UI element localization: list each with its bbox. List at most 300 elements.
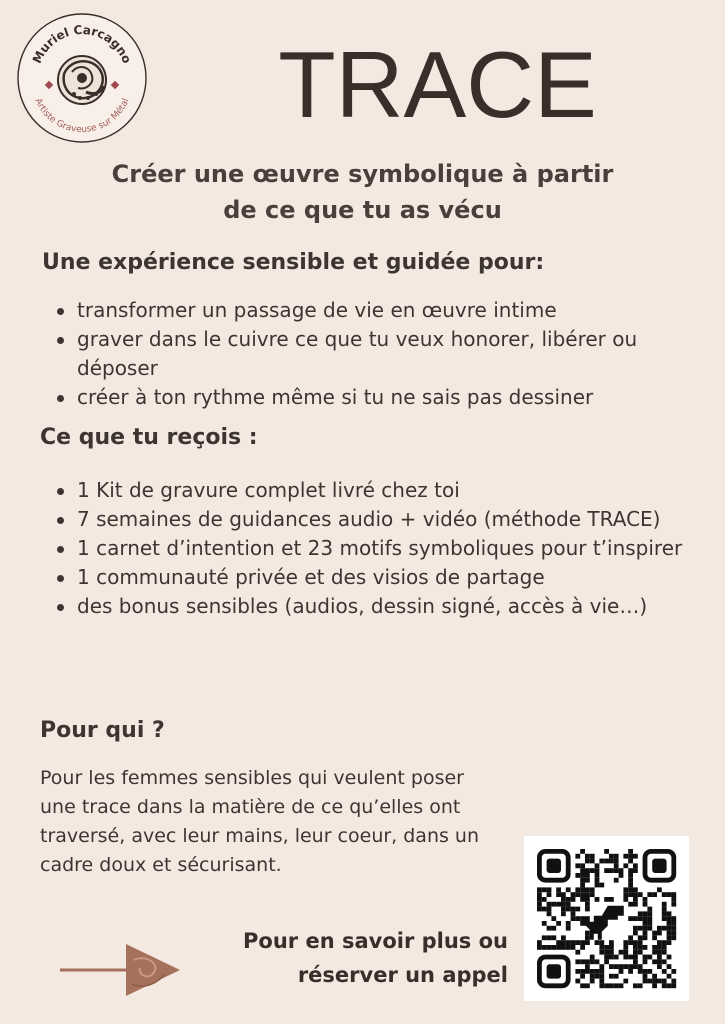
qr-module — [590, 887, 595, 892]
qr-module — [662, 959, 667, 964]
qr-module — [657, 964, 662, 969]
qr-module — [647, 969, 652, 974]
qr-module — [662, 950, 667, 955]
qr-module — [662, 926, 667, 931]
qr-module — [671, 983, 676, 988]
qr-module — [671, 916, 676, 921]
qr-module — [547, 945, 552, 950]
qr-module — [633, 950, 638, 955]
qr-module — [628, 955, 633, 960]
qr-module — [628, 940, 633, 945]
qr-module — [566, 902, 571, 907]
qr-module — [537, 902, 542, 907]
qr-module — [599, 859, 604, 864]
qr-module — [547, 892, 552, 897]
qr-module — [595, 974, 600, 979]
qr-module — [585, 859, 590, 864]
intro-heading: Une expérience sensible et guidée pour: — [42, 250, 545, 275]
qr-module — [628, 902, 633, 907]
qr-module — [614, 863, 619, 868]
qr-module — [575, 969, 580, 974]
qr-module — [652, 950, 657, 955]
qr-module — [604, 955, 609, 960]
qr-module — [667, 921, 672, 926]
subtitle-line-1: Créer une œuvre symbolique à partir — [111, 160, 614, 188]
qr-module — [566, 887, 571, 892]
qr-module — [633, 959, 638, 964]
qr-module — [657, 926, 662, 931]
qr-module — [561, 911, 566, 916]
qr-module — [551, 902, 556, 907]
qr-module — [547, 887, 552, 892]
qr-module — [657, 959, 662, 964]
qr-module — [571, 940, 576, 945]
qr-module — [556, 921, 561, 926]
qr-module — [633, 931, 638, 936]
qr-code-graphic — [524, 836, 689, 1001]
intro-list — [55, 296, 707, 412]
qr-module — [633, 897, 638, 902]
qr-module — [609, 964, 614, 969]
qr-module — [628, 964, 633, 969]
qr-module — [575, 950, 580, 955]
qr-module — [652, 983, 657, 988]
qr-module — [667, 955, 672, 960]
qr-module — [628, 878, 633, 883]
qr-module — [580, 974, 585, 979]
qr-module — [604, 945, 609, 950]
qr-module — [614, 964, 619, 969]
qr-module — [547, 902, 552, 907]
qr-module — [609, 955, 614, 960]
qr-module — [547, 911, 552, 916]
qr-module — [628, 849, 633, 854]
qr-module — [647, 979, 652, 984]
qr-module — [633, 863, 638, 868]
qr-module — [633, 916, 638, 921]
qr-module — [647, 916, 652, 921]
qr-module — [575, 916, 580, 921]
qr-module — [556, 940, 561, 945]
qr-module — [551, 916, 556, 921]
qr-module — [595, 878, 600, 883]
qr-module — [638, 935, 643, 940]
recoit-item: des bonus sensibles (audios, dessin signé, accès à vie…) — [55, 592, 707, 621]
qr-module — [537, 907, 542, 912]
qr-module — [595, 883, 600, 888]
pour-qui-heading: Pour qui ? — [40, 718, 165, 743]
qr-module — [647, 926, 652, 931]
qr-module — [609, 940, 614, 945]
qr-module — [619, 964, 624, 969]
qr-module — [604, 849, 609, 854]
qr-module — [638, 950, 643, 955]
qr-module — [575, 854, 580, 859]
qr-module — [671, 935, 676, 940]
qr-module — [638, 916, 643, 921]
qr-module — [590, 955, 595, 960]
recoit-heading: Ce que tu reçois : — [40, 425, 258, 450]
qr-module — [662, 979, 667, 984]
qr-module — [671, 979, 676, 984]
qr-module — [667, 926, 672, 931]
qr-module — [671, 897, 676, 902]
qr-module — [614, 868, 619, 873]
qr-module — [566, 921, 571, 926]
qr-module — [652, 945, 657, 950]
qr-module — [561, 902, 566, 907]
qr-module — [628, 935, 633, 940]
qr-module — [638, 940, 643, 945]
qr-module — [638, 983, 643, 988]
qr-module — [643, 979, 648, 984]
qr-module — [633, 983, 638, 988]
qr-module — [590, 979, 595, 984]
qr-module — [667, 892, 672, 897]
qr-module — [571, 892, 576, 897]
qr-module — [590, 859, 595, 864]
qr-module — [619, 868, 624, 873]
qr-module — [561, 907, 566, 912]
qr-module — [595, 863, 600, 868]
qr-module — [652, 974, 657, 979]
qr-module — [623, 897, 628, 902]
qr-module — [628, 854, 633, 859]
qr-module — [628, 873, 633, 878]
qr-module — [604, 959, 609, 964]
qr-module — [633, 887, 638, 892]
qr-module — [628, 892, 633, 897]
qr-module — [580, 892, 585, 897]
qr-module — [628, 916, 633, 921]
qr-module — [609, 854, 614, 859]
qr-module — [633, 964, 638, 969]
qr-module — [652, 892, 657, 897]
qr-module — [671, 892, 676, 897]
qr-module — [643, 902, 648, 907]
qr-module — [667, 940, 672, 945]
qr-module — [580, 897, 585, 902]
qr-module — [643, 931, 648, 936]
qr-module — [628, 868, 633, 873]
qr-module — [619, 950, 624, 955]
qr-module — [595, 897, 600, 902]
qr-module — [561, 892, 566, 897]
qr-module — [662, 892, 667, 897]
cta-line-1: Pour en savoir plus ou — [243, 929, 508, 953]
qr-module — [595, 959, 600, 964]
qr-module — [657, 979, 662, 984]
logo-name: Muriel Carcagno — [29, 22, 135, 66]
qr-module — [542, 935, 547, 940]
qr-module — [638, 945, 643, 950]
qr-module — [585, 854, 590, 859]
qr-module — [595, 940, 600, 945]
qr-module — [556, 902, 561, 907]
qr-module — [647, 892, 652, 897]
qr-module — [609, 974, 614, 979]
qr-module — [599, 950, 604, 955]
qr-finder — [645, 851, 674, 880]
qr-module — [566, 897, 571, 902]
qr-module — [547, 935, 552, 940]
qr-module — [667, 974, 672, 979]
recoit-item: 1 Kit de gravure complet livré chez toi — [55, 476, 707, 505]
qr-module — [575, 863, 580, 868]
qr-module — [575, 959, 580, 964]
qr-module — [671, 902, 676, 907]
logo-seal — [16, 12, 148, 144]
qr-finder — [539, 851, 568, 880]
qr-module — [542, 897, 547, 902]
qr-module — [662, 907, 667, 912]
qr-module — [551, 945, 556, 950]
qr-module — [585, 940, 590, 945]
qr-module — [575, 887, 580, 892]
qr-module — [643, 974, 648, 979]
qr-module — [585, 887, 590, 892]
qr-module — [575, 907, 580, 912]
qr-module — [623, 854, 628, 859]
qr-module — [604, 859, 609, 864]
qr-module — [599, 940, 604, 945]
qr-module — [590, 974, 595, 979]
recoit-item: 7 semaines de guidances audio + vidéo (méthode TRACE) — [55, 505, 707, 534]
qr-module — [623, 863, 628, 868]
qr-module — [547, 926, 552, 931]
subtitle — [40, 156, 685, 228]
qr-module — [542, 945, 547, 950]
qr-module — [599, 979, 604, 984]
qr-module — [590, 959, 595, 964]
qr-module — [580, 959, 585, 964]
qr-module — [585, 878, 590, 883]
qr-module — [595, 868, 600, 873]
qr-module — [571, 911, 576, 916]
cta-text[interactable] — [180, 924, 508, 992]
qr-module — [628, 969, 633, 974]
qr-module — [628, 859, 633, 864]
qr-module — [609, 897, 614, 902]
cta-line-2: réserver un appel — [297, 963, 508, 987]
qr-module — [575, 940, 580, 945]
qr-module — [547, 907, 552, 912]
qr-module — [537, 887, 542, 892]
qr-module — [647, 907, 652, 912]
qr-module — [619, 873, 624, 878]
qr-finder — [539, 957, 568, 986]
qr-module — [575, 892, 580, 897]
intro-item: graver dans le cuivre ce que tu veux honorer, libérer ou déposer — [55, 325, 707, 383]
qr-module — [667, 916, 672, 921]
qr-module — [609, 950, 614, 955]
qr-module — [667, 911, 672, 916]
qr-module — [671, 926, 676, 931]
qr-module — [633, 892, 638, 897]
qr-module — [551, 935, 556, 940]
qr-module — [585, 983, 590, 988]
qr-module — [657, 945, 662, 950]
qr-module — [614, 955, 619, 960]
qr-module — [628, 883, 633, 888]
qr-module — [623, 955, 628, 960]
recoit-list — [55, 476, 707, 621]
qr-module — [614, 854, 619, 859]
qr-module — [595, 969, 600, 974]
qr-module — [623, 964, 628, 969]
logo-tagline: Artiste Graveuse sur Métal — [32, 96, 132, 136]
qr-module — [580, 873, 585, 878]
qr-module — [561, 940, 566, 945]
qr-module — [585, 897, 590, 902]
qr-module — [619, 983, 624, 988]
qr-module — [671, 931, 676, 936]
qr-module — [571, 916, 576, 921]
qr-module — [542, 907, 547, 912]
qr-module — [585, 907, 590, 912]
qr-module — [633, 902, 638, 907]
qr-module — [643, 945, 648, 950]
qr-module — [580, 940, 585, 945]
qr-module — [652, 979, 657, 984]
qr-module — [662, 940, 667, 945]
qr-module — [571, 945, 576, 950]
qr-module — [599, 945, 604, 950]
qr-module — [537, 940, 542, 945]
qr-module — [585, 892, 590, 897]
qr-module — [662, 902, 667, 907]
qr-module — [657, 887, 662, 892]
qr-module — [647, 955, 652, 960]
qr-module — [599, 969, 604, 974]
qr-module — [556, 887, 561, 892]
logo-engraving-icon — [58, 56, 106, 104]
qr-module — [662, 911, 667, 916]
qr-module — [585, 873, 590, 878]
qr-module — [609, 983, 614, 988]
qr-module — [633, 940, 638, 945]
qr-module — [633, 945, 638, 950]
qr-module — [580, 883, 585, 888]
qr-module — [566, 926, 571, 931]
qr-module — [633, 854, 638, 859]
recoit-item: 1 communauté privée et des visios de partage — [55, 563, 707, 592]
qr-module — [575, 873, 580, 878]
qr-module — [585, 868, 590, 873]
qr-module — [590, 969, 595, 974]
qr-module — [609, 859, 614, 864]
qr-module — [633, 868, 638, 873]
qr-module — [580, 863, 585, 868]
qr-module — [537, 945, 542, 950]
intro-item: transformer un passage de vie en œuvre intime — [55, 296, 707, 325]
qr-module — [643, 916, 648, 921]
qr-module — [662, 945, 667, 950]
qr-module — [623, 950, 628, 955]
qr-module — [599, 974, 604, 979]
qr-module — [585, 931, 590, 936]
qr-module — [590, 854, 595, 859]
qr-module — [561, 945, 566, 950]
qr-module — [643, 921, 648, 926]
arrow-right-icon — [60, 940, 182, 1000]
qr-module — [623, 892, 628, 897]
qr-module — [537, 897, 542, 902]
qr-module — [643, 935, 648, 940]
qr-module — [604, 983, 609, 988]
qr-module — [609, 945, 614, 950]
qr-module — [614, 974, 619, 979]
qr-module — [580, 887, 585, 892]
qr-module — [537, 892, 542, 897]
qr-module — [614, 878, 619, 883]
intro-item: créer à ton rythme même si tu ne sais pas dessiner — [55, 383, 707, 412]
qr-module — [599, 883, 604, 888]
subtitle-line-2: de ce que tu as vécu — [223, 196, 502, 224]
qr-module — [643, 926, 648, 931]
qr-module — [662, 969, 667, 974]
qr-module — [604, 868, 609, 873]
qr-module — [638, 964, 643, 969]
qr-module — [643, 911, 648, 916]
qr-module — [652, 959, 657, 964]
qr-module — [623, 940, 628, 945]
qr-module — [662, 983, 667, 988]
qr-module — [556, 945, 561, 950]
qr-module — [575, 979, 580, 984]
qr-module — [623, 979, 628, 984]
qr-module — [623, 945, 628, 950]
qr-module — [609, 868, 614, 873]
qr-module — [585, 964, 590, 969]
qr-module — [604, 897, 609, 902]
qr-module — [628, 887, 633, 892]
qr-module — [657, 950, 662, 955]
qr-module — [566, 945, 571, 950]
qr-module — [633, 926, 638, 931]
qr-module — [566, 940, 571, 945]
qr-module — [590, 892, 595, 897]
qr-module — [604, 950, 609, 955]
qr-code-icon[interactable] — [524, 836, 689, 1001]
qr-module — [643, 959, 648, 964]
recoit-item: 1 carnet d’intention et 23 motifs symboliques pour t’inspirer — [55, 534, 707, 563]
qr-module — [599, 964, 604, 969]
qr-module — [542, 921, 547, 926]
qr-module — [652, 935, 657, 940]
qr-module — [638, 926, 643, 931]
qr-module — [556, 892, 561, 897]
qr-module — [614, 983, 619, 988]
qr-module — [638, 892, 643, 897]
qr-module — [595, 873, 600, 878]
pour-qui-text: Pour les femmes sensibles qui veulent poser une trace dans la matière de ce qu’elles ont traversé, avec leur mains, leur coeur, dans un cadre doux et sécurisant. — [40, 767, 480, 876]
qr-module — [647, 921, 652, 926]
qr-module — [667, 964, 672, 969]
qr-module — [551, 926, 556, 931]
qr-module — [643, 969, 648, 974]
qr-module — [671, 921, 676, 926]
qr-module — [580, 969, 585, 974]
qr-module — [671, 969, 676, 974]
qr-module — [590, 868, 595, 873]
qr-module — [667, 935, 672, 940]
qr-module — [585, 902, 590, 907]
qr-module — [580, 878, 585, 883]
qr-module — [580, 983, 585, 988]
qr-module — [599, 983, 604, 988]
qr-module — [580, 849, 585, 854]
